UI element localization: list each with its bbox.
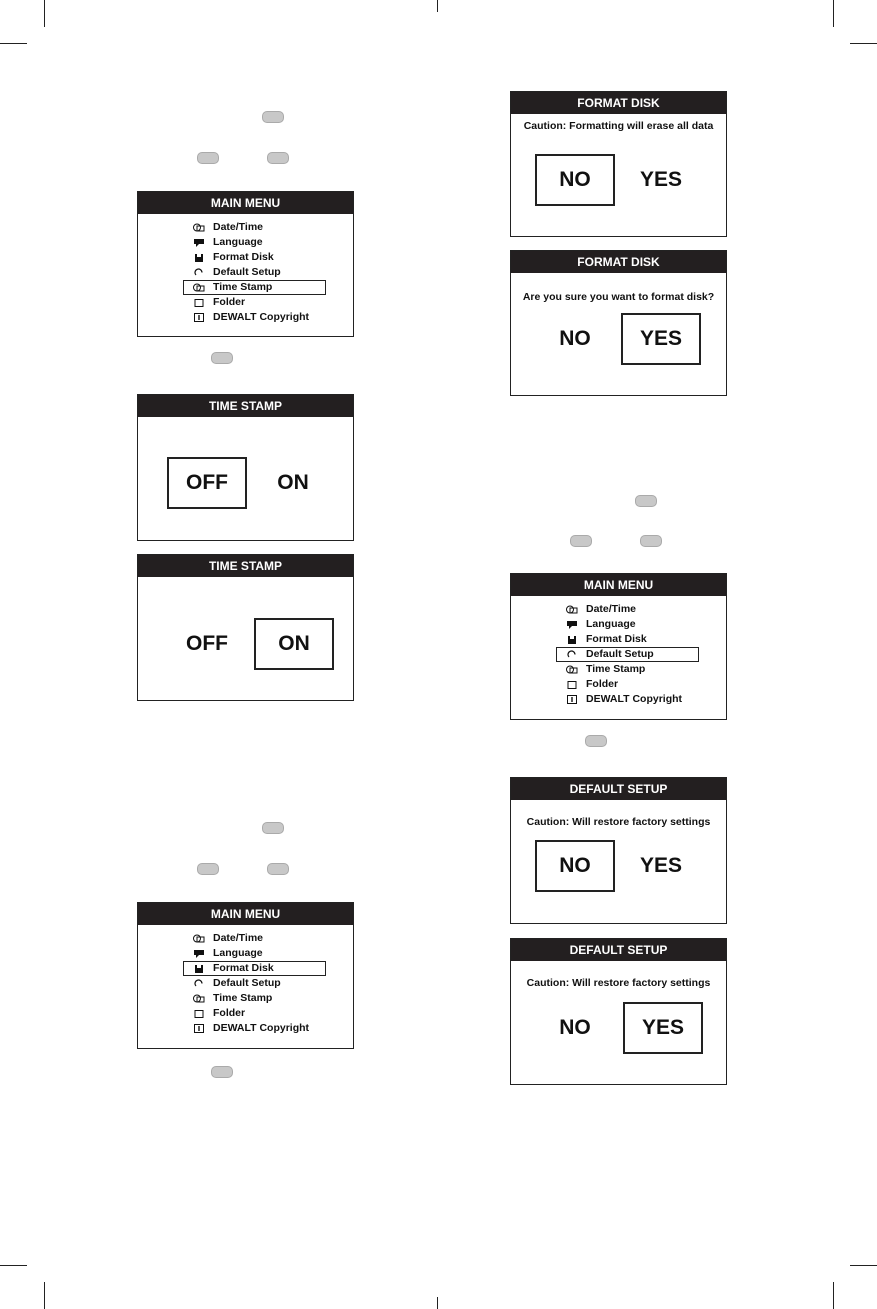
main-menu-screen bbox=[510, 573, 727, 720]
menu-item-folder[interactable]: Folder bbox=[138, 1006, 353, 1021]
yes-option[interactable]: YES bbox=[623, 1002, 703, 1054]
button-icon bbox=[211, 352, 233, 364]
menu-item-copyright[interactable]: DEWALT Copyright bbox=[511, 692, 726, 707]
no-option[interactable]: NO bbox=[559, 327, 591, 350]
menu-item-language[interactable]: Language bbox=[511, 617, 726, 632]
main-menu-screen bbox=[137, 902, 354, 1049]
default-setup-no-screen bbox=[510, 777, 727, 924]
crop-mark bbox=[833, 1282, 834, 1309]
no-option[interactable]: NO bbox=[559, 1016, 591, 1039]
disk-icon bbox=[566, 635, 578, 644]
screen-title: DEFAULT SETUP bbox=[511, 778, 726, 800]
crop-mark bbox=[44, 1282, 45, 1309]
button-icon bbox=[262, 111, 284, 123]
button-icon bbox=[640, 535, 662, 547]
no-option[interactable]: NO bbox=[535, 154, 615, 206]
menu-item-format-disk[interactable]: Format Disk bbox=[138, 961, 353, 976]
yes-option[interactable]: YES bbox=[639, 854, 683, 877]
button-icon bbox=[635, 495, 657, 507]
speech-bubble-icon bbox=[193, 238, 205, 247]
menu-item-folder[interactable]: Folder bbox=[511, 677, 726, 692]
reset-arrow-icon bbox=[193, 979, 205, 988]
caution-text: Caution: Will restore factory settings bbox=[526, 816, 711, 828]
folder-icon bbox=[566, 680, 578, 689]
crop-mark bbox=[850, 1265, 877, 1266]
on-option[interactable]: ON bbox=[254, 618, 334, 670]
crop-mark bbox=[44, 0, 45, 27]
menu-item-format-disk[interactable]: Format Disk bbox=[511, 632, 726, 647]
copyright-icon bbox=[193, 313, 205, 322]
menu-item-date-time[interactable]: Date/Time bbox=[138, 931, 353, 946]
clock-icon bbox=[566, 665, 578, 674]
menu-list bbox=[511, 596, 726, 707]
time-stamp-off-screen bbox=[137, 394, 354, 541]
menu-item-date-time[interactable]: Date/Time bbox=[511, 602, 726, 617]
caution-text: Caution: Formatting will erase all data bbox=[523, 120, 714, 132]
reset-arrow-icon bbox=[566, 650, 578, 659]
off-option[interactable]: OFF bbox=[186, 632, 228, 655]
menu-item-folder[interactable]: Folder bbox=[138, 295, 353, 310]
time-stamp-on-screen bbox=[137, 554, 354, 701]
menu-item-date-time[interactable]: Date/Time bbox=[138, 220, 353, 235]
menu-item-time-stamp[interactable]: Time Stamp bbox=[138, 991, 353, 1006]
format-disk-confirm-screen bbox=[510, 250, 727, 396]
crop-mark bbox=[437, 0, 438, 12]
reset-arrow-icon bbox=[193, 268, 205, 277]
speech-bubble-icon bbox=[566, 620, 578, 629]
main-menu-screen bbox=[137, 191, 354, 337]
screen-title: TIME STAMP bbox=[138, 555, 353, 577]
crop-mark bbox=[0, 43, 27, 44]
clock-icon bbox=[193, 994, 205, 1003]
format-disk-caution-screen bbox=[510, 91, 727, 237]
button-icon bbox=[197, 152, 219, 164]
off-option[interactable]: OFF bbox=[167, 457, 247, 509]
menu-item-default-setup[interactable]: Default Setup bbox=[138, 976, 353, 991]
disk-icon bbox=[193, 253, 205, 262]
crop-mark bbox=[850, 43, 877, 44]
on-option[interactable]: ON bbox=[277, 471, 309, 494]
confirm-text: Are you sure you want to format disk? bbox=[522, 291, 715, 303]
menu-item-default-setup[interactable]: Default Setup bbox=[511, 647, 726, 662]
default-setup-yes-screen bbox=[510, 938, 727, 1085]
screen-title: FORMAT DISK bbox=[511, 92, 726, 114]
menu-list bbox=[138, 925, 353, 1036]
button-icon bbox=[262, 822, 284, 834]
menu-item-time-stamp[interactable]: Time Stamp bbox=[138, 280, 353, 295]
caution-text: Caution: Will restore factory settings bbox=[526, 977, 711, 989]
button-icon bbox=[211, 1066, 233, 1078]
menu-item-copyright[interactable]: DEWALT Copyright bbox=[138, 1021, 353, 1036]
crop-mark bbox=[0, 1265, 27, 1266]
clock-icon bbox=[566, 605, 578, 614]
button-icon bbox=[197, 863, 219, 875]
folder-icon bbox=[193, 1009, 205, 1018]
clock-icon bbox=[193, 283, 205, 292]
clock-icon bbox=[193, 934, 205, 943]
menu-item-default-setup[interactable]: Default Setup bbox=[138, 265, 353, 280]
button-icon bbox=[267, 863, 289, 875]
disk-icon bbox=[193, 964, 205, 973]
clock-icon bbox=[193, 223, 205, 232]
menu-item-copyright[interactable]: DEWALT Copyright bbox=[138, 310, 353, 325]
menu-item-language[interactable]: Language bbox=[138, 235, 353, 250]
screen-title: FORMAT DISK bbox=[511, 251, 726, 273]
speech-bubble-icon bbox=[193, 949, 205, 958]
button-icon bbox=[267, 152, 289, 164]
button-icon bbox=[570, 535, 592, 547]
yes-option[interactable]: YES bbox=[621, 313, 701, 365]
screen-title: MAIN MENU bbox=[138, 903, 353, 925]
yes-option[interactable]: YES bbox=[639, 168, 683, 191]
folder-icon bbox=[193, 298, 205, 307]
screen-title: MAIN MENU bbox=[138, 192, 353, 214]
screen-title: TIME STAMP bbox=[138, 395, 353, 417]
menu-item-format-disk[interactable]: Format Disk bbox=[138, 250, 353, 265]
screen-title: MAIN MENU bbox=[511, 574, 726, 596]
crop-mark bbox=[833, 0, 834, 27]
menu-item-time-stamp[interactable]: Time Stamp bbox=[511, 662, 726, 677]
menu-list bbox=[138, 214, 353, 325]
button-icon bbox=[585, 735, 607, 747]
no-option[interactable]: NO bbox=[535, 840, 615, 892]
menu-item-language[interactable]: Language bbox=[138, 946, 353, 961]
copyright-icon bbox=[566, 695, 578, 704]
copyright-icon bbox=[193, 1024, 205, 1033]
screen-title: DEFAULT SETUP bbox=[511, 939, 726, 961]
crop-mark bbox=[437, 1297, 438, 1309]
